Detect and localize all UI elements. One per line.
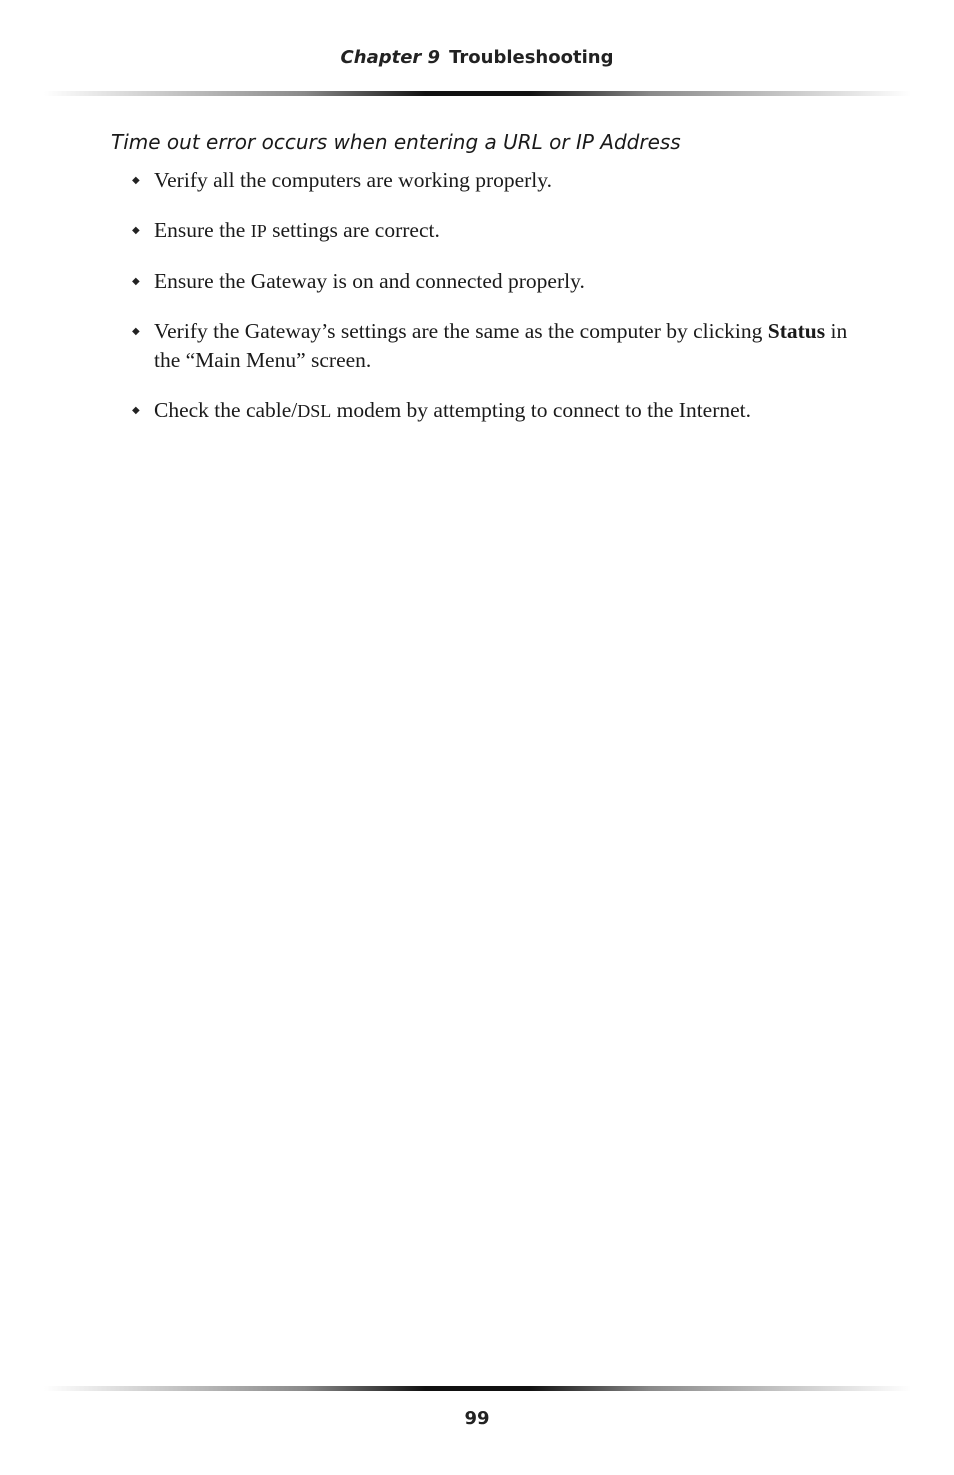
diamond-bullet-icon: ◆	[132, 175, 140, 186]
list-item: ◆ Verify the Gateway’s settings are the same as the computer by clicking Status in the “Main Menu” screen.	[132, 319, 848, 372]
list-item: ◆ Verify all the computers are working properly.	[132, 166, 872, 195]
bullet-list	[132, 166, 872, 447]
list-item: ◆ Ensure the Gateway is on and connected properly.	[132, 267, 872, 296]
running-header	[0, 44, 954, 72]
chapter-label: Chapter 9	[340, 47, 441, 68]
page-number: 99	[464, 1408, 490, 1429]
diamond-bullet-icon: ◆	[132, 405, 140, 416]
footer-rule	[44, 1386, 911, 1391]
diamond-bullet-icon: ◆	[132, 276, 140, 287]
diamond-bullet-icon: ◆	[132, 326, 140, 337]
list-item: ◆ Check the cable/DSL modem by attempting to connect to the Internet.	[132, 396, 872, 426]
section-heading: Time out error occurs when entering a URL or IP Address	[111, 130, 681, 154]
header-rule	[44, 91, 911, 96]
chapter-title: Troubleshooting	[449, 47, 614, 68]
diamond-bullet-icon: ◆	[132, 225, 140, 236]
status-term: Status	[767, 319, 826, 343]
list-item: ◆ Ensure the IP settings are correct.	[132, 216, 872, 246]
